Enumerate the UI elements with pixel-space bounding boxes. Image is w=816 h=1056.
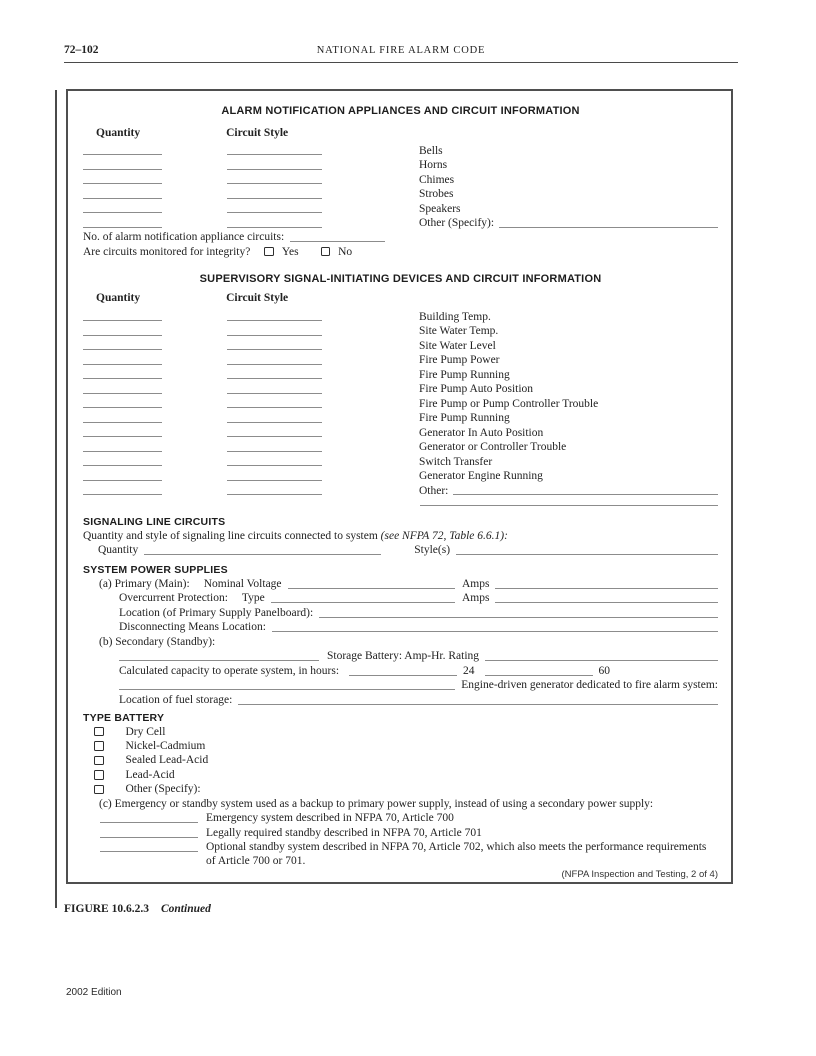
supervisory-row <box>83 440 718 455</box>
inspection-form-box <box>66 89 733 884</box>
device-label: Fire Pump Running <box>419 368 510 381</box>
slc-section-title: SIGNALING LINE CIRCUITS <box>83 515 226 528</box>
battery-option-row <box>83 754 718 768</box>
device-label: Switch Transfer <box>419 455 493 468</box>
figure-caption <box>64 903 211 915</box>
device-label: Site Water Temp. <box>419 325 499 337</box>
supervisory-row <box>83 367 718 382</box>
supervisory-row <box>83 309 718 324</box>
amps-blank-line <box>495 602 718 603</box>
device-label: Fire Pump Running <box>419 412 510 424</box>
capacity-row <box>83 664 718 679</box>
storage-battery-label: Storage Battery: Amp-Hr. Rating <box>327 650 480 662</box>
checkbox-icon <box>94 727 104 737</box>
quantity-column-header: Quantity <box>96 127 141 139</box>
backup-option-text: Optional standby system described in NFPA 70, Article 702, which also meets the performance requirements of Article 700 or 701. <box>206 840 707 868</box>
battery-type-blank-line <box>119 660 319 661</box>
panelboard-row <box>83 606 718 621</box>
storage-battery-row <box>83 649 718 664</box>
supervisory-row <box>83 353 718 368</box>
checkbox-icon <box>94 770 104 780</box>
capacity-blank-line <box>485 675 593 676</box>
checkbox-icon <box>94 785 104 795</box>
no-label: No <box>338 245 353 258</box>
device-label: Generator or Controller Trouble <box>419 441 567 453</box>
slc-reference: (see NFPA 72, Table 6.6.1): <box>380 529 508 542</box>
circuit-style-blank-line <box>227 480 322 481</box>
quantity-blank-line <box>83 154 162 155</box>
appliance-label: Bells <box>419 144 443 157</box>
battery-option-label: Sealed Lead-Acid <box>125 754 209 767</box>
battery-option-label: Dry Cell <box>125 725 166 738</box>
supervisory-row <box>83 454 718 469</box>
appliance-label: Horns <box>419 159 448 171</box>
circuit-style-blank-line <box>227 494 322 495</box>
amp-hr-blank-line <box>485 660 718 661</box>
device-label: Fire Pump Power <box>419 354 500 366</box>
appliance-circuits-blank-line <box>290 241 385 242</box>
hours-24-label: 24 <box>463 664 475 677</box>
supervisory-row <box>83 469 718 484</box>
device-label: Building Temp. <box>419 310 491 323</box>
appliance-circuits-row <box>83 230 718 245</box>
alarm-column-headers <box>83 127 718 140</box>
specify-blank-line <box>499 227 718 228</box>
checkbox-icon <box>94 756 104 766</box>
supervisory-section-title: SUPERVISORY SIGNAL-INITIATING DEVICES AND CIRCUIT INFORMATION <box>199 273 602 285</box>
quantity-blank-line <box>83 227 162 228</box>
appliance-circuits-label: No. of alarm notification appliance circuits: <box>83 231 285 243</box>
quantity-blank-line <box>83 364 162 365</box>
device-label: Fire Pump or Pump Controller Trouble <box>419 397 599 410</box>
quantity-blank-line <box>83 436 162 437</box>
amps-blank-line <box>495 588 718 589</box>
panelboard-blank-line <box>319 617 718 618</box>
circuit-style-blank-line <box>227 451 322 452</box>
backup-option-text: Legally required standby described in NFPA 70, Article 701 <box>206 826 482 839</box>
circuit-style-blank-line <box>227 393 322 394</box>
slc-styles-label: Style(s) <box>414 544 451 556</box>
backup-option-row <box>83 826 718 840</box>
generator-label: Engine-driven generator dedicated to fire alarm system: <box>461 679 718 691</box>
capacity-blank-line <box>349 675 457 676</box>
generator-row <box>83 678 718 693</box>
appliance-label: Chimes <box>419 173 455 186</box>
fuel-storage-blank-line <box>238 704 718 705</box>
circuit-style-column-header: Circuit Style <box>226 127 289 139</box>
circuit-style-blank-line <box>227 407 322 408</box>
battery-section-title: TYPE BATTERY <box>83 712 165 724</box>
figure-number: FIGURE 10.6.2.3 <box>64 903 149 915</box>
slc-intro-row <box>83 529 718 544</box>
running-head <box>64 44 738 63</box>
alarm-row <box>83 201 718 216</box>
battery-option-row <box>83 783 718 797</box>
other-continuation-line <box>420 498 718 506</box>
slc-quantity-blank-line <box>144 554 381 555</box>
device-label: Site Water Level <box>419 339 496 352</box>
slc-quantity-style-row <box>83 543 718 558</box>
backup-options <box>83 811 718 868</box>
backup-blank-line <box>100 826 198 838</box>
generator-blank-line <box>119 689 455 690</box>
alarm-row <box>83 143 718 158</box>
alarm-rows <box>83 143 718 230</box>
supervisory-row <box>83 396 718 411</box>
quantity-blank-line <box>83 335 162 336</box>
circuit-style-column-header: Circuit Style <box>226 292 289 304</box>
quantity-blank-line <box>83 494 162 495</box>
backup-blank-line <box>100 811 198 823</box>
disconnect-blank-line <box>272 631 718 632</box>
supervisory-row <box>83 425 718 440</box>
supervisory-rows <box>83 309 718 498</box>
quantity-blank-line <box>83 183 162 184</box>
backup-option-row <box>83 840 718 868</box>
type-label: Type <box>241 592 265 604</box>
circuit-style-blank-line <box>227 227 322 228</box>
checkbox-icon <box>321 247 331 257</box>
battery-option-row <box>83 739 718 753</box>
type-blank-line <box>271 592 455 603</box>
edition-label: 2002 Edition <box>66 987 122 998</box>
disconnect-label: Disconnecting Means Location: <box>119 621 266 633</box>
battery-option-row <box>83 768 718 782</box>
circuit-style-blank-line <box>227 212 322 213</box>
panelboard-label: Location (of Primary Supply Panelboard): <box>119 606 314 619</box>
backup-option-text: Emergency system described in NFPA 70, Article 700 <box>206 812 454 825</box>
supervisory-row <box>83 324 718 339</box>
supervisory-row <box>83 338 718 353</box>
supervisory-row <box>83 483 718 498</box>
slc-quantity-label: Quantity <box>98 544 139 556</box>
backup-blank-line <box>100 840 198 852</box>
quantity-blank-line <box>83 349 162 350</box>
battery-options <box>83 725 718 797</box>
device-label: Fire Pump Auto Position <box>419 383 534 395</box>
alarm-section-title: ALARM NOTIFICATION APPLIANCES AND CIRCUIT INFORMATION <box>221 105 580 117</box>
checkbox-icon <box>94 741 104 751</box>
secondary-row <box>83 635 718 650</box>
appliance-label: Speakers <box>419 202 461 215</box>
disconnect-row <box>83 620 718 635</box>
alarm-row <box>83 187 718 202</box>
circuit-style-blank-line <box>227 198 322 199</box>
supervisory-row <box>83 411 718 426</box>
primary-label: (a) Primary (Main): <box>99 577 190 590</box>
secondary-label: (b) Secondary (Standby): <box>99 635 216 648</box>
appliance-label: Strobes <box>419 188 454 200</box>
device-label: Generator Engine Running <box>419 470 543 482</box>
alarm-row <box>83 216 718 231</box>
slc-intro-text: Quantity and style of signaling line circuits connected to system <box>83 529 381 542</box>
backup-option-row <box>83 811 718 825</box>
battery-option-label: Nickel-Cadmium <box>125 740 206 753</box>
circuit-style-blank-line <box>227 335 322 336</box>
quantity-blank-line <box>83 480 162 481</box>
supervisory-row <box>83 382 718 397</box>
circuit-style-blank-line <box>227 364 322 365</box>
quantity-column-header: Quantity <box>96 292 141 304</box>
circuit-style-blank-line <box>227 349 322 350</box>
alarm-row <box>83 172 718 187</box>
other-blank-line <box>453 494 718 495</box>
yes-label: Yes <box>281 245 299 258</box>
circuit-style-blank-line <box>227 154 322 155</box>
running-title: NATIONAL FIRE ALARM CODE <box>316 45 486 56</box>
form-credit: (NFPA Inspection and Testing, 2 of 4) <box>561 869 718 881</box>
quantity-blank-line <box>83 198 162 199</box>
battery-option-row <box>83 725 718 739</box>
fuel-storage-row <box>83 693 718 708</box>
circuit-style-blank-line <box>227 465 322 466</box>
nominal-voltage-blank-line <box>288 578 455 589</box>
device-label: Other: <box>419 484 449 497</box>
quantity-blank-line <box>83 407 162 408</box>
quantity-blank-line <box>83 320 162 321</box>
device-label: Generator In Auto Position <box>419 426 544 439</box>
appliance-label: Other (Specify): <box>419 217 495 229</box>
fuel-storage-label: Location of fuel storage: <box>119 693 233 706</box>
change-indicator-bar <box>55 90 57 908</box>
quantity-blank-line <box>83 451 162 452</box>
circuit-style-blank-line <box>227 422 322 423</box>
circuit-style-blank-line <box>227 436 322 437</box>
amps-label: Amps <box>462 577 490 590</box>
battery-option-label: Other (Specify): <box>125 783 201 796</box>
emergency-intro-row: (c) Emergency or standby system used as a backup to primary power supply, instead of using a secondary power supply: <box>99 797 654 810</box>
circuit-style-blank-line <box>227 169 322 170</box>
quantity-blank-line <box>83 465 162 466</box>
circuit-style-blank-line <box>227 378 322 379</box>
alarm-row <box>83 158 718 173</box>
quantity-blank-line <box>83 378 162 379</box>
power-section-title: SYSTEM POWER SUPPLIES <box>83 563 228 576</box>
slc-styles-blank-line <box>456 554 718 555</box>
battery-option-label: Lead-Acid <box>125 768 175 781</box>
figure-continued-label: Continued <box>160 903 211 915</box>
quantity-blank-line <box>83 169 162 170</box>
nominal-voltage-label: Nominal Voltage <box>203 577 282 590</box>
overcurrent-row <box>83 591 718 606</box>
primary-power-row <box>83 577 718 592</box>
circuit-style-blank-line <box>227 183 322 184</box>
circuit-style-blank-line <box>227 320 322 321</box>
integrity-question: Are circuits monitored for integrity? <box>83 245 251 258</box>
quantity-blank-line <box>83 422 162 423</box>
amps-label: Amps <box>462 592 490 604</box>
page-number: 72–102 <box>64 44 99 56</box>
supervisory-column-headers <box>83 292 718 305</box>
capacity-label: Calculated capacity to operate system, in hours: <box>119 664 340 677</box>
hours-60-label: 60 <box>598 664 611 677</box>
quantity-blank-line <box>83 393 162 394</box>
overcurrent-label: Overcurrent Protection: <box>119 592 228 604</box>
quantity-blank-line <box>83 212 162 213</box>
integrity-row <box>83 245 718 260</box>
checkbox-icon <box>264 247 274 257</box>
